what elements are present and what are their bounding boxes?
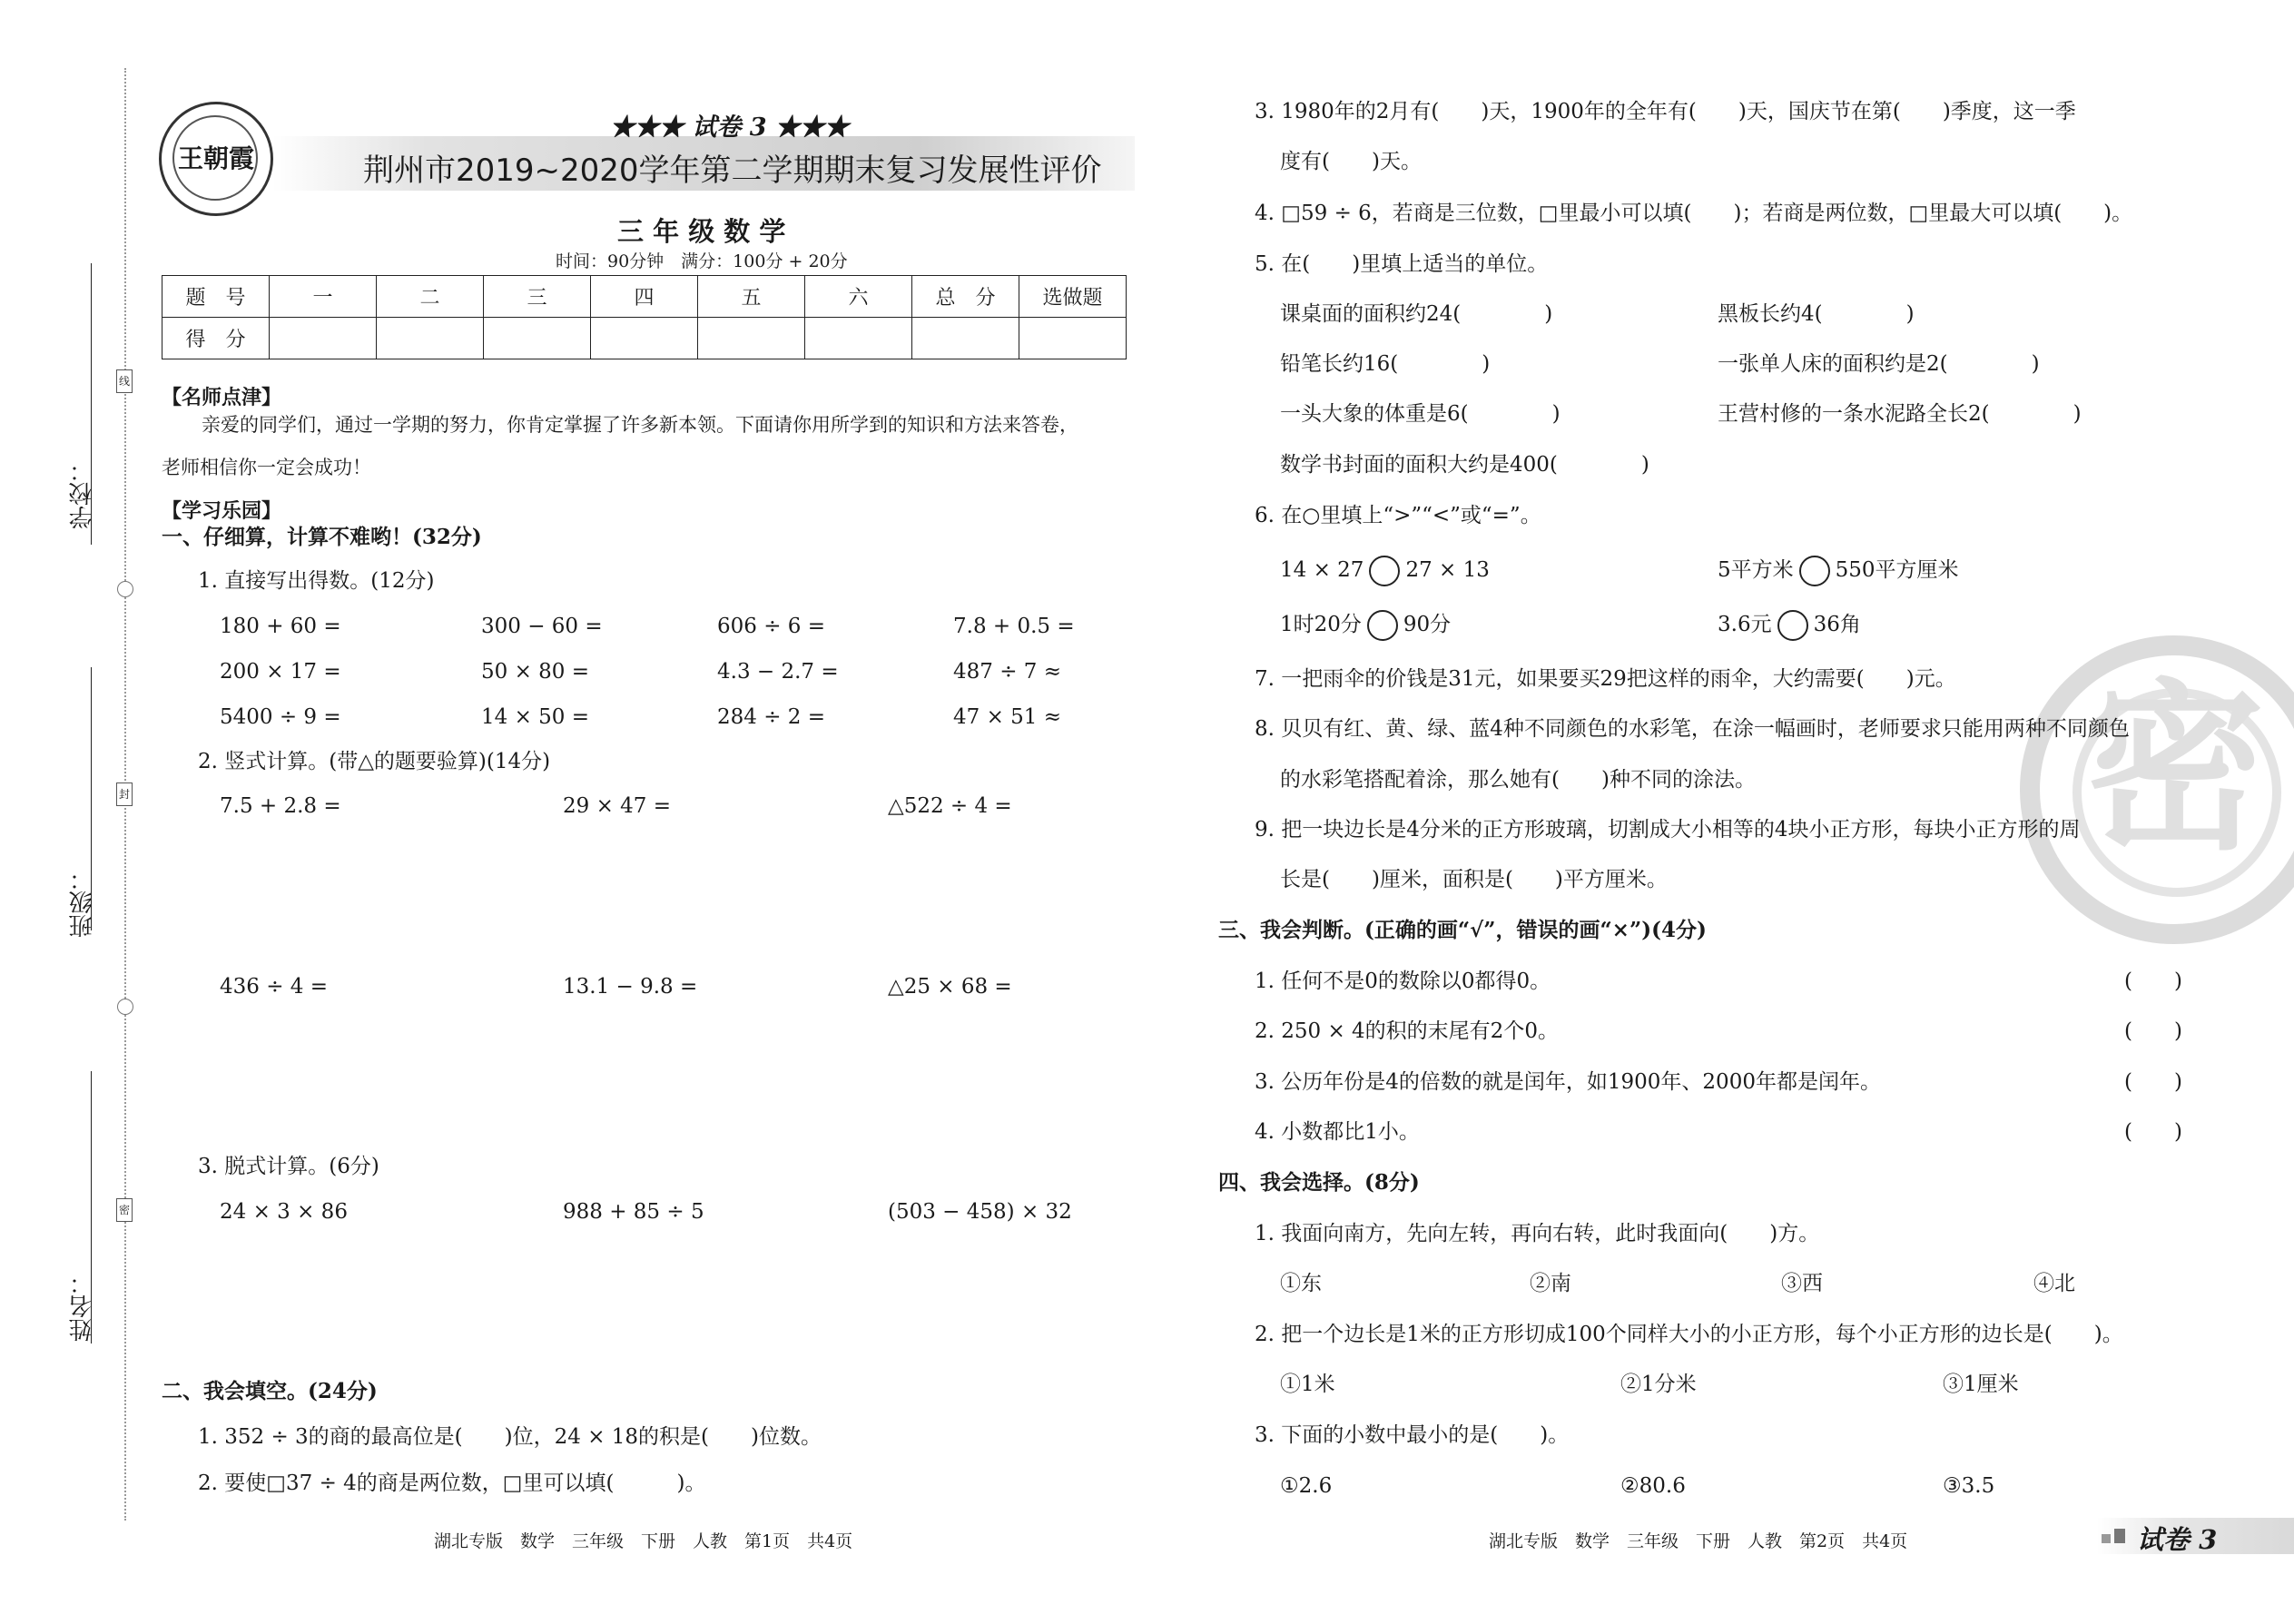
score-header-cell: 选做题 bbox=[1019, 276, 1127, 318]
page-tab bbox=[2097, 1518, 2294, 1554]
score-input-cell[interactable] bbox=[591, 318, 698, 359]
section-park: 【学习乐园】 bbox=[162, 499, 282, 523]
oral-calc: 7.8 + 0.5 = bbox=[953, 615, 1075, 638]
vertical-calc: △25 × 68 = bbox=[888, 975, 1012, 999]
s2-q2: 2. 要使□37 ÷ 4的商是两位数，□里可以填( )。 bbox=[198, 1471, 706, 1495]
compare-item bbox=[1280, 610, 1451, 641]
score-header-cell: 六 bbox=[805, 276, 912, 318]
binding-hole-1 bbox=[117, 581, 133, 597]
score-input-cell[interactable] bbox=[270, 318, 377, 359]
judge-item: 2. 250 × 4的积的末尾有2个0。 bbox=[1255, 1019, 1559, 1043]
oral-calc: 50 × 80 = bbox=[481, 660, 590, 684]
s2-q8-line2: 的水彩笔搭配着涂，那么她有( )种不同的涂法。 bbox=[1280, 768, 1756, 792]
stepwise-calc: 24 × 3 × 86 bbox=[220, 1200, 348, 1224]
compare-item bbox=[1718, 610, 1861, 641]
s1-q3-title: 3. 脱式计算。(6分) bbox=[198, 1155, 379, 1178]
oral-calc: 5400 ÷ 9 = bbox=[220, 705, 341, 729]
logo-text: 王朝霞 bbox=[177, 143, 254, 173]
judge-answer-paren[interactable]: ( ) bbox=[2124, 1019, 2182, 1043]
s2-q4: 4. □59 ÷ 6，若商是三位数，□里最小可以填( )；若商是两位数，□里最大可以填( )。 bbox=[1255, 202, 2133, 225]
class-label: 班级： bbox=[69, 867, 96, 938]
compare-right: 27 × 13 bbox=[1405, 558, 1490, 582]
choice-option[interactable]: ②南 bbox=[1530, 1272, 1571, 1295]
score-input-cell[interactable] bbox=[805, 318, 912, 359]
choice-option[interactable]: ①1米 bbox=[1280, 1373, 1335, 1396]
score-input-cell[interactable] bbox=[377, 318, 484, 359]
compare-right: 550平方厘米 bbox=[1835, 558, 1959, 582]
seal-seal-mark: 封 bbox=[116, 782, 133, 806]
vertical-calc: 13.1 − 9.8 = bbox=[563, 975, 698, 999]
score-header-cell: 二 bbox=[377, 276, 484, 318]
judge-answer-paren[interactable]: ( ) bbox=[2124, 1120, 2182, 1144]
unit-fill-item: 数学书封面的面积大约是400( ) bbox=[1280, 453, 1649, 477]
score-input-cell[interactable] bbox=[698, 318, 805, 359]
intro-text-1: 亲爱的同学们，通过一学期的努力，你肯定掌握了许多新本领。下面请你用所学到的知识和方法来答卷， bbox=[202, 414, 1078, 436]
seal-line-mark: 线 bbox=[116, 369, 133, 393]
score-table bbox=[162, 275, 1127, 359]
compare-left: 1时20分 bbox=[1280, 613, 1362, 636]
seal-secret-mark: 密 bbox=[116, 1198, 133, 1222]
s2-q3-line1: 3. 1980年的2月有( )天，1900年的全年有( )天，国庆节在第( )季度，这一季 bbox=[1255, 100, 2076, 123]
judge-item: 4. 小数都比1小。 bbox=[1255, 1120, 1420, 1144]
s2-q6: 6. 在○里填上“>”“<”或“=”。 bbox=[1255, 504, 1541, 527]
oral-calc: 284 ÷ 2 = bbox=[717, 705, 826, 729]
choice-option[interactable]: ③1厘米 bbox=[1943, 1373, 2019, 1396]
binding-hole-2 bbox=[117, 999, 133, 1015]
name-label: 姓名： bbox=[69, 1271, 96, 1342]
intro-heading: 【名师点津】 bbox=[162, 386, 282, 409]
s2-q9-line2: 长是( )厘米，面积是( )平方厘米。 bbox=[1280, 868, 1668, 891]
compare-circle[interactable] bbox=[1777, 610, 1808, 641]
compare-circle[interactable] bbox=[1369, 556, 1400, 586]
judge-item: 1. 任何不是0的数除以0都得0。 bbox=[1255, 969, 1551, 993]
choice-option[interactable]: ①东 bbox=[1280, 1272, 1322, 1295]
s2-q1: 1. 352 ÷ 3的商的最高位是( )位，24 × 18的积是( )位数。 bbox=[198, 1425, 822, 1449]
choice-option[interactable]: ②1分米 bbox=[1620, 1373, 1697, 1396]
s1-q1-title: 1. 直接写出得数。(12分) bbox=[198, 569, 435, 593]
section-3-title: 三、我会判断。(正确的画“√”，错误的画“×”)(4分) bbox=[1218, 918, 1707, 942]
score-row-label: 得 分 bbox=[162, 318, 270, 359]
unit-fill-item: 一头大象的体重是6( ) bbox=[1280, 402, 1561, 426]
section-4-title: 四、我会选择。(8分) bbox=[1218, 1170, 1420, 1195]
choice-option[interactable]: ③3.5 bbox=[1943, 1474, 1995, 1498]
stamp-char: 密 bbox=[2082, 662, 2265, 875]
logo-seal bbox=[159, 102, 273, 216]
choice-option[interactable]: ②80.6 bbox=[1620, 1474, 1686, 1498]
section-1-title: 一、仔细算，计算不难哟！(32分) bbox=[162, 525, 482, 549]
choice-option[interactable]: ③西 bbox=[1781, 1272, 1823, 1295]
time-info: 时间：90分钟 满分：100分 + 20分 bbox=[556, 251, 848, 271]
intro-text-2: 老师相信你一定会成功！ bbox=[162, 457, 371, 478]
oral-calc: 606 ÷ 6 = bbox=[717, 615, 826, 638]
unit-fill-item: 课桌面的面积约24( ) bbox=[1280, 302, 1553, 326]
s2-q7: 7. 一把雨伞的价钱是31元，如果要买29把这样的雨伞，大约需要( )元。 bbox=[1255, 667, 1956, 691]
score-input-cell[interactable] bbox=[1019, 318, 1127, 359]
stepwise-calc: (503 − 458) × 32 bbox=[888, 1200, 1072, 1224]
s2-q3-line2: 度有( )天。 bbox=[1280, 150, 1422, 173]
series-label: ★★★ 试卷 3 ★★★ bbox=[610, 113, 849, 142]
footer-right: 湖北专版 数学 三年级 下册 人教 第2页 共4页 bbox=[1489, 1531, 1908, 1551]
vertical-calc: 7.5 + 2.8 = bbox=[220, 794, 341, 818]
oral-calc: 4.3 − 2.7 = bbox=[717, 660, 839, 684]
vertical-calc: 29 × 47 = bbox=[563, 794, 672, 818]
s2-q5: 5. 在( )里填上适当的单位。 bbox=[1255, 252, 1549, 276]
compare-left: 3.6元 bbox=[1718, 613, 1772, 636]
vertical-calc: 436 ÷ 4 = bbox=[220, 975, 329, 999]
oral-calc: 14 × 50 = bbox=[481, 705, 590, 729]
page-tab-label: 试卷 3 bbox=[2137, 1524, 2218, 1555]
oral-calc: 300 − 60 = bbox=[481, 615, 603, 638]
judge-item: 3. 公历年份是4的倍数的就是闰年，如1900年、2000年都是闰年。 bbox=[1255, 1070, 1881, 1094]
oral-calc: 200 × 17 = bbox=[220, 660, 341, 684]
score-header-cell: 一 bbox=[270, 276, 377, 318]
exam-title: 荆州市2019~2020学年第二学期期末复习发展性评价 bbox=[363, 153, 1102, 189]
footer-left: 湖北专版 数学 三年级 下册 人教 第1页 共4页 bbox=[434, 1531, 853, 1551]
score-header-cell: 总 分 bbox=[912, 276, 1019, 318]
compare-left: 5平方米 bbox=[1718, 558, 1794, 582]
section-2-title: 二、我会填空。(24分) bbox=[162, 1379, 378, 1403]
oral-calc: 487 ÷ 7 ≈ bbox=[953, 660, 1062, 684]
score-header-cell: 五 bbox=[698, 276, 805, 318]
score-header-cell: 题 号 bbox=[162, 276, 270, 318]
vertical-calc: △522 ÷ 4 = bbox=[888, 794, 1012, 818]
s4-q3: 3. 下面的小数中最小的是( )。 bbox=[1255, 1423, 1570, 1447]
compare-left: 14 × 27 bbox=[1280, 558, 1364, 582]
compare-circle[interactable] bbox=[1367, 610, 1398, 641]
oral-calc: 47 × 51 ≈ bbox=[953, 705, 1062, 729]
compare-right: 36角 bbox=[1813, 613, 1861, 636]
score-input-cell[interactable] bbox=[912, 318, 1019, 359]
unit-fill-item: 铅笔长约16( ) bbox=[1280, 352, 1491, 376]
s4-q2: 2. 把一个边长是1米的正方形切成100个同样大小的小正方形，每个小正方形的边长是( )。 bbox=[1255, 1323, 2123, 1346]
unit-fill-item: 一张单人床的面积约是2( ) bbox=[1718, 352, 2040, 376]
choice-option[interactable]: ④北 bbox=[2033, 1272, 2075, 1295]
score-header-cell: 三 bbox=[484, 276, 591, 318]
judge-answer-paren[interactable]: ( ) bbox=[2124, 969, 2182, 993]
s2-q9-line1: 9. 把一块边长是4分米的正方形玻璃，切割成大小相等的4块小正方形，每块小正方形的周 bbox=[1255, 818, 2081, 842]
unit-fill-item: 王营村修的一条水泥路全长2( ) bbox=[1718, 402, 2082, 426]
s1-q2-title: 2. 竖式计算。(带△的题要验算)(14分) bbox=[198, 750, 551, 773]
unit-fill-item: 黑板长约4( ) bbox=[1718, 302, 1915, 326]
choice-option[interactable]: ①2.6 bbox=[1280, 1474, 1333, 1498]
compare-item bbox=[1280, 556, 1490, 586]
judge-answer-paren[interactable]: ( ) bbox=[2124, 1070, 2182, 1094]
oral-calc: 180 + 60 = bbox=[220, 615, 341, 638]
s4-q1: 1. 我面向南方，先向左转，再向右转，此时我面向( )方。 bbox=[1255, 1222, 1820, 1245]
compare-circle[interactable] bbox=[1799, 556, 1830, 586]
subject-title: 三 年 级 数 学 bbox=[617, 216, 786, 247]
compare-item bbox=[1718, 556, 1959, 586]
secret-stamp-watermark bbox=[2020, 635, 2294, 944]
school-label: 学校： bbox=[69, 458, 96, 529]
s2-q8-line1: 8. 贝贝有红、黄、绿、蓝4种不同颜色的水彩笔，在涂一幅画时，老师要求只能用两种不同颜色 bbox=[1255, 717, 2130, 741]
score-header-cell: 四 bbox=[591, 276, 698, 318]
compare-right: 90分 bbox=[1403, 613, 1452, 636]
stepwise-calc: 988 + 85 ÷ 5 bbox=[563, 1200, 704, 1224]
score-input-cell[interactable] bbox=[484, 318, 591, 359]
